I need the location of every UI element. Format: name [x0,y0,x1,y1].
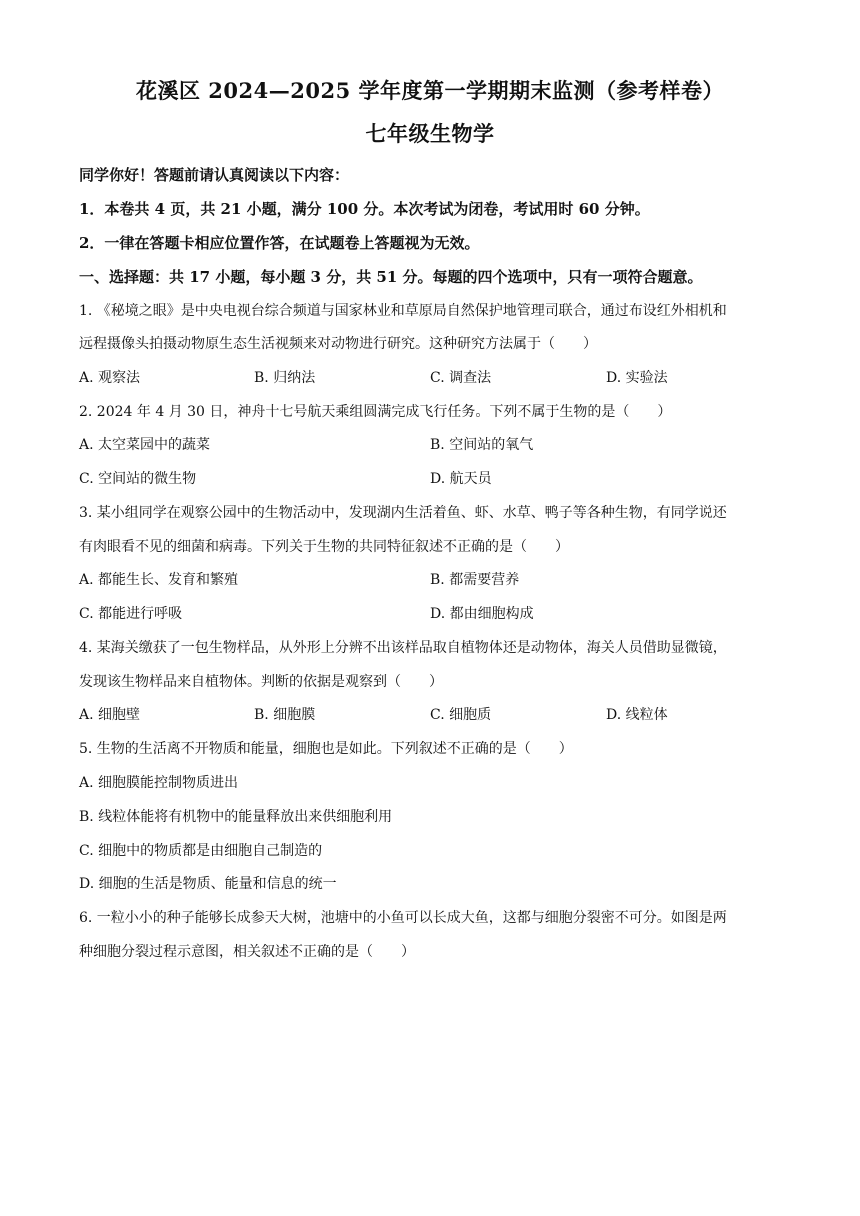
question-5-option-c: C. 细胞中的物质都是由细胞自己制造的 [79,843,323,859]
question-4-option-c: C. 细胞质 [430,707,492,723]
question-2-option-c: C. 空间站的微生物 [79,471,197,487]
question-4-stem-line2: 发现该生物样品来自植物体。判断的依据是观察到（ ） [79,674,443,690]
question-4-stem-line1: 4. 某海关缴获了一包生物样品，从外形上分辨不出该样品取自植物体还是动物体，海关人员借助显微镜， [79,640,727,656]
question-4-option-a: A. 细胞壁 [79,707,141,723]
section-heading: 一、选择题：共 17 小题，每小题 3 分，共 51 分。每题的四个选项中，只有一项符合题意。 [79,268,703,286]
question-2-stem-line1: 2. 2024 年 4 月 30 日，神舟十七号航天乘组圆满完成飞行任务。下列不属于生物的是（ ） [79,404,672,420]
question-2-option-b: B. 空间站的氧气 [430,437,534,453]
question-3-stem-line1: 3. 某小组同学在观察公园中的生物活动中，发现湖内生活着鱼、虾、水草、鸭子等各种生物，有同学说还 [79,505,727,521]
question-5-option-d: D. 细胞的生活是物质、能量和信息的统一 [79,876,337,892]
question-3-option-d: D. 都由细胞构成 [430,606,534,622]
notice-item-1: 1．本卷共 4 页，共 21 小题，满分 100 分。本次考试为闭卷，考试用时 60 分钟。 [79,200,650,218]
exam-subject: 七年级生物学 [365,121,495,146]
question-5-option-b: B. 线粒体能将有机物中的能量释放出来供细胞利用 [79,809,393,825]
question-1-stem-line1: 1. 《秘境之眼》是中央电视台综合频道与国家林业和草原局自然保护地管理司联合，通过布设红外相机和 [79,303,727,319]
question-4-option-b: B. 细胞膜 [254,707,316,723]
question-1-option-d: D. 实验法 [606,370,668,386]
question-1-option-c: C. 调查法 [430,370,492,386]
question-1-stem-line2: 远程摄像头拍摄动物原生态生活视频来对动物进行研究。这种研究方法属于（ ） [79,336,597,352]
notice-item-2: 2．一律在答题卡相应位置作答，在试题卷上答题视为无效。 [79,234,480,252]
question-2-option-a: A. 太空菜园中的蔬菜 [79,437,211,453]
question-6-stem-line1: 6. 一粒小小的种子能够长成参天大树，池塘中的小鱼可以长成大鱼，这都与细胞分裂密不可分。如图是两 [79,910,727,926]
question-2-option-d: D. 航天员 [430,471,492,487]
question-6-stem-line2: 种细胞分裂过程示意图，相关叙述不正确的是（ ） [79,944,415,960]
question-3-option-c: C. 都能进行呼吸 [79,606,183,622]
notice-greeting: 同学你好！答题前请认真阅读以下内容： [79,166,350,184]
question-1-option-a: A. 观察法 [79,370,141,386]
question-4-option-d: D. 线粒体 [606,707,668,723]
question-3-option-a: A. 都能生长、发育和繁殖 [79,572,239,588]
exam-title: 花溪区 2024—2025 学年度第一学期期末监测（参考样卷） [135,78,724,103]
question-3-option-b: B. 都需要营养 [430,572,520,588]
question-1-option-b: B. 归纳法 [254,370,316,386]
question-3-stem-line2: 有肉眼看不见的细菌和病毒。下列关于生物的共同特征叙述不正确的是（ ） [79,539,569,555]
question-5-stem-line1: 5. 生物的生活离不开物质和能量，细胞也是如此。下列叙述不正确的是（ ） [79,741,573,757]
question-5-option-a: A. 细胞膜能控制物质进出 [79,775,239,791]
